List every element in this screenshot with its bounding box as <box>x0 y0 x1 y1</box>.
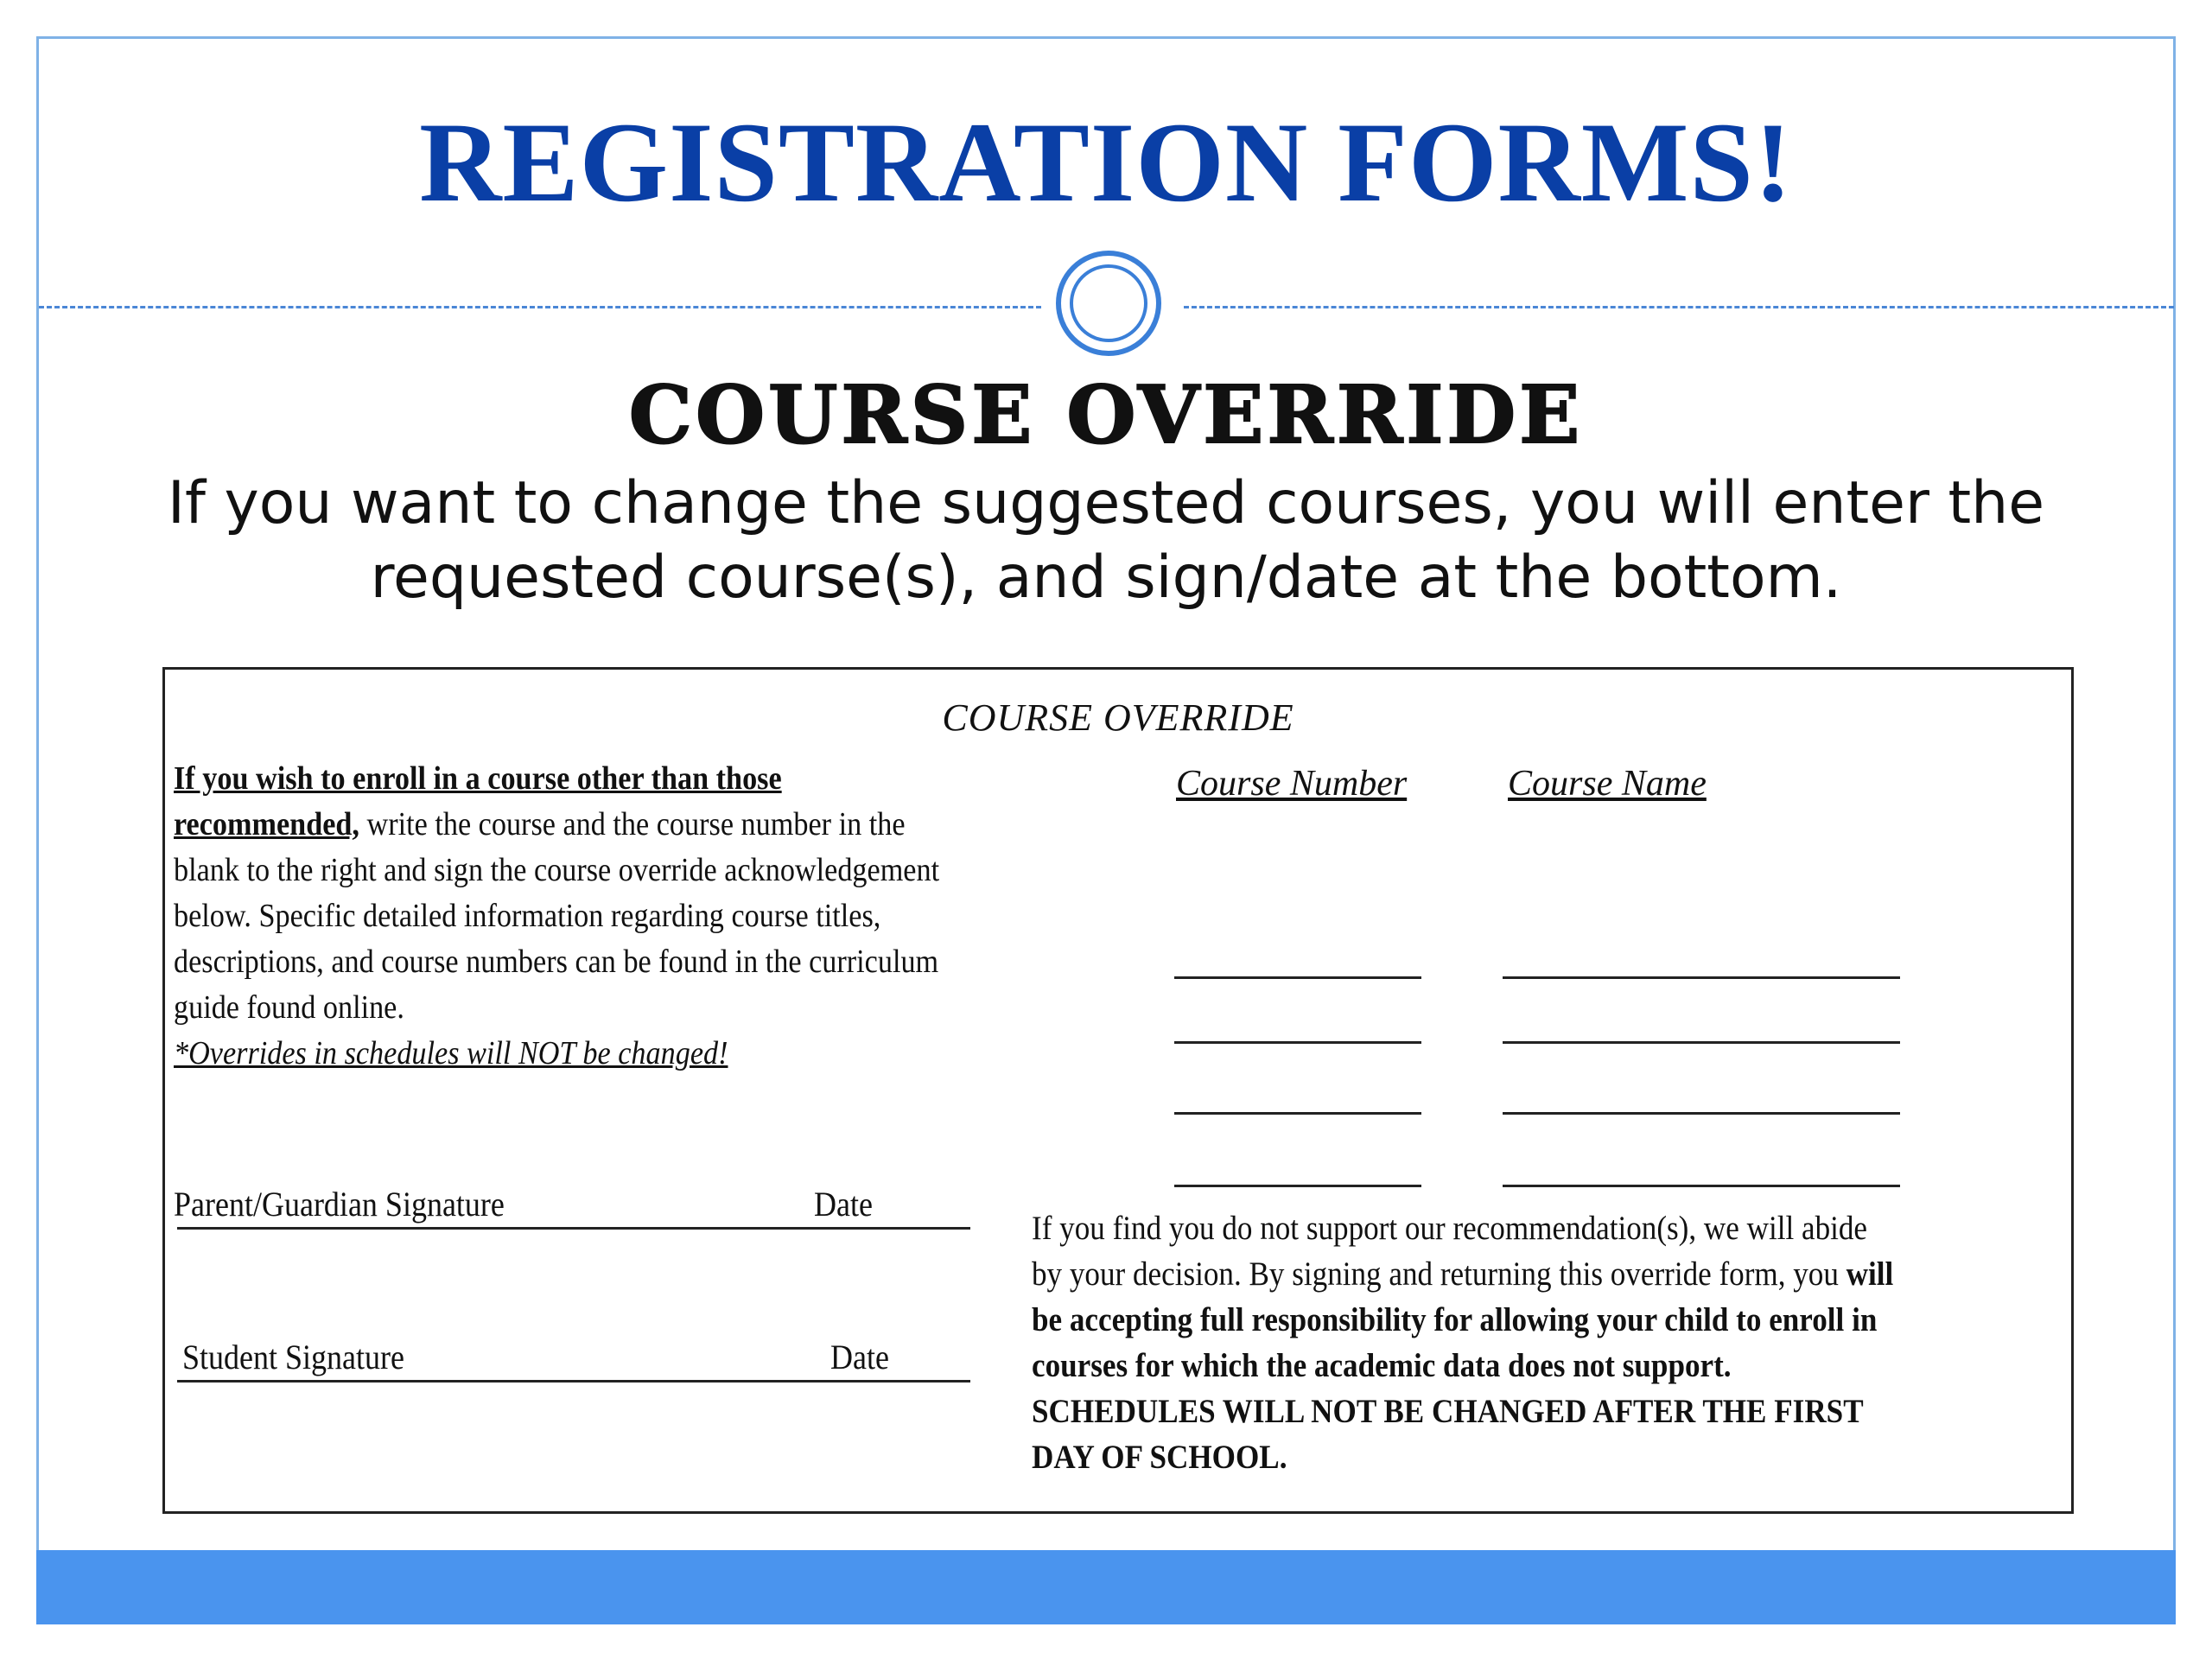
course-name-blank <box>1503 1112 1900 1115</box>
intro-text: If you want to change the suggested courses, you will enter the requested course(s), and sign/date at the bottom. <box>167 469 2045 612</box>
divider-left <box>39 306 1041 308</box>
disclaimer <box>1032 1205 1895 1480</box>
divider-right <box>1184 306 2174 308</box>
course-number-blank <box>1174 1185 1421 1187</box>
instructions-note: *Overrides in schedules will NOT be changed! <box>174 1035 728 1071</box>
course-name-blank <box>1503 976 1900 979</box>
form-title: COURSE OVERRIDE <box>942 696 1294 739</box>
instructions-lead: If you wish to enroll in a course other than those recommended, <box>174 760 782 842</box>
course-number-header: Course Number <box>1176 764 1408 804</box>
disclaimer-plain: If you find you do not support our recommendation(s), we will abide by your decision. By signing and returning this override form, you <box>1032 1210 1868 1293</box>
instructions-body: write the course and the course number in the blank to the right and sign the course override acknowledgement below. Specific detailed information regarding course titles, descriptions, and course numbers can be found in the curriculum guide found online. <box>174 806 940 1026</box>
student-signature-line <box>177 1380 970 1382</box>
course-name-header: Course Name <box>1508 764 1707 804</box>
disclaimer-bold: will be accepting full responsibility for allowing your child to enroll in courses for which the academic data does not support. SCHEDULES WILL NOT BE CHANGED AFTER THE FIRST DAY OF SCHOOL. <box>1032 1255 1894 1476</box>
student-date-label: Date <box>830 1338 889 1376</box>
course-name-blank <box>1503 1185 1900 1187</box>
course-override-form-image <box>162 667 2074 1514</box>
course-name-blank <box>1503 1041 1900 1044</box>
course-number-blank <box>1174 1112 1421 1115</box>
course-number-blank <box>1174 976 1421 979</box>
course-number-blank <box>1174 1041 1421 1044</box>
bottom-accent-bar <box>36 1550 2176 1624</box>
parent-date-label: Date <box>814 1185 873 1224</box>
circle-ornament-icon <box>1056 251 1161 356</box>
instructions <box>174 756 944 1077</box>
student-signature-label: Student Signature <box>182 1338 404 1376</box>
parent-signature-label: Parent/Guardian Signature <box>174 1185 505 1224</box>
section-title: COURSE OVERRIDE <box>628 368 1584 461</box>
slide-title: REGISTRATION FORMS! <box>419 99 1793 226</box>
parent-signature-line <box>177 1227 970 1230</box>
